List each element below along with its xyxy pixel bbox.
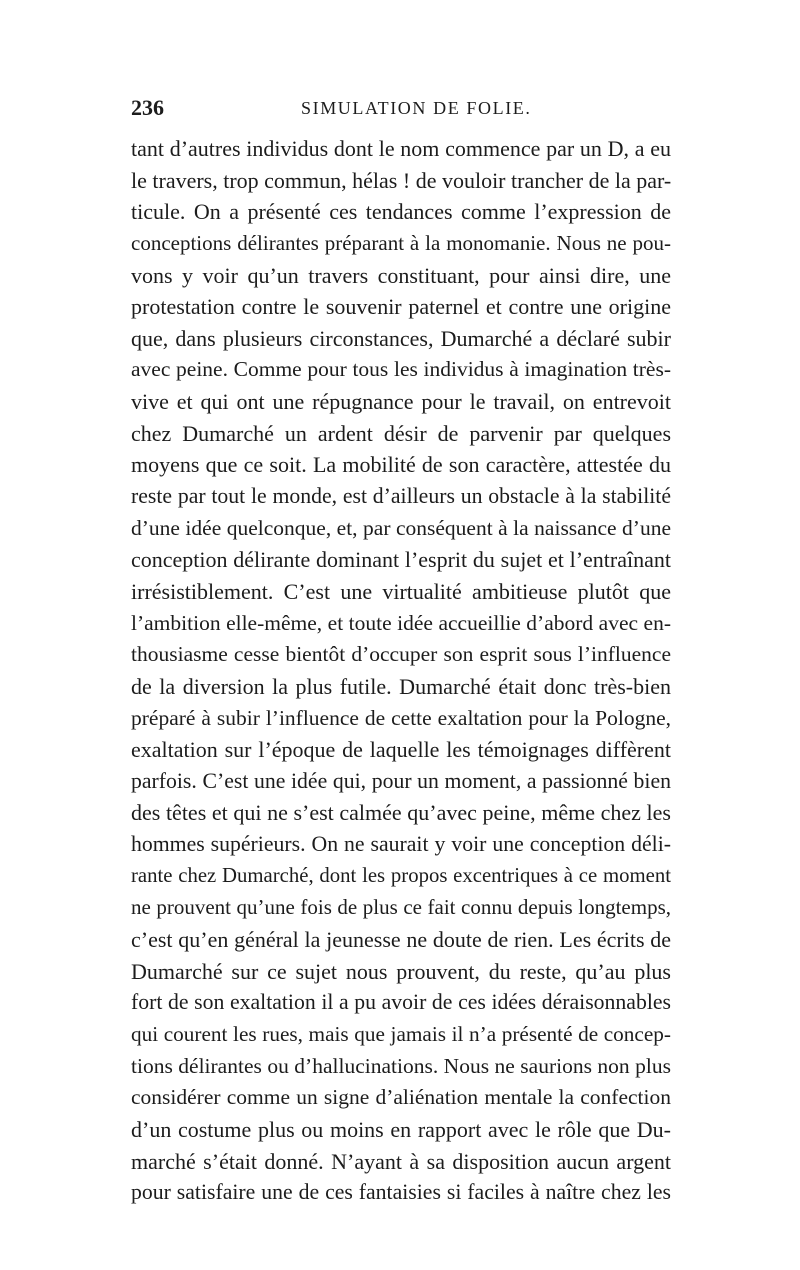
page-number: 236 xyxy=(131,95,164,120)
text-line: tions délirantes ou d’hallucinations. Nous ne saurions non plus xyxy=(131,1053,671,1078)
text-line: marché s’était donné. N’ayant à sa disposition aucun argent xyxy=(131,1148,671,1174)
text-line: hommes supérieurs. On ne saurait y voir une conception déli- xyxy=(131,832,671,857)
text-line: ticule. On a présenté ces tendances comme l’expression de xyxy=(131,199,671,225)
text-line: avec peine. Comme pour tous les individus à imagination très- xyxy=(131,357,671,382)
text-line: préparé à subir l’influence de cette exaltation pour la Pologne, xyxy=(131,705,671,730)
text-line: moyens que ce soit. La mobilité de son caractère, attestée du xyxy=(131,452,671,478)
running-head xyxy=(131,93,671,123)
text-line: parfois. C’est une idée qui, pour un moment, a passionné bien xyxy=(131,768,671,793)
text-line: exaltation sur l’époque de laquelle les témoignages diffèrent xyxy=(131,737,671,763)
text-line: fort de son exaltation il a pu avoir de ces idées déraisonnables xyxy=(131,990,671,1015)
text-line: vons y voir qu’un travers constituant, pour ainsi dire, une xyxy=(131,262,671,288)
text-line: Dumarché sur ce sujet nous prouvent, du reste, qu’au plus xyxy=(131,958,671,984)
text-line: qui courent les rues, mais que jamais il n’a présenté de concep- xyxy=(131,1021,671,1046)
text-line: reste par tout le monde, est d’ailleurs un obstacle à la stabilité xyxy=(131,484,671,509)
text-line: thousiasme cesse bientôt d’occuper son esprit sous l’influence xyxy=(131,642,671,667)
text-line: ne prouvent qu’une fois de plus ce fait connu depuis longtemps, xyxy=(131,895,671,920)
text-line: chez Dumarché un ardent désir de parvenir par quelques xyxy=(131,420,671,446)
text-line: d’un costume plus ou moins en rapport avec le rôle que Du- xyxy=(131,1116,671,1142)
text-line: conception délirante dominant l’esprit du sujet et l’entraînant xyxy=(131,547,671,573)
text-line: c’est qu’en général la jeunesse ne doute de rien. Les écrits de xyxy=(131,927,671,953)
text-line: d’une idée quelconque, et, par conséquent à la naissance d’une xyxy=(131,515,671,540)
text-line: vive et qui ont une répugnance pour le travail, on entrevoit xyxy=(131,389,671,415)
text-line: le travers, trop commun, hélas ! de vouloir trancher de la par- xyxy=(131,167,672,193)
text-line: l’ambition elle-même, et toute idée accueillie d’abord avec en- xyxy=(131,610,671,635)
text-line: tant d’autres individus dont le nom commence par un D, a eu xyxy=(131,136,671,161)
text-line: protestation contre le souvenir paternel et contre une origine xyxy=(131,294,671,320)
text-line: de la diversion la plus futile. Dumarché était donc très-bien xyxy=(131,673,671,699)
text-line: des têtes et qui ne s’est calmée qu’avec peine, même chez les xyxy=(131,800,671,826)
text-line: irrésistiblement. C’est une virtualité ambitieuse plutôt que xyxy=(131,578,671,604)
text-line: que, dans plusieurs circonstances, Dumarché a déclaré subir xyxy=(131,325,671,351)
body-text xyxy=(131,133,671,1209)
text-line: rante chez Dumarché, dont les propos excentriques à ce moment xyxy=(131,864,671,887)
text-line: pour satisfaire une de ces fantaisies si faciles à naître chez les xyxy=(131,1180,671,1205)
running-title: SIMULATION DE FOLIE. xyxy=(301,98,532,118)
text-line: conceptions délirantes préparant à la monomanie. Nous ne pou- xyxy=(131,230,671,255)
text-line: considérer comme un signe d’aliénation mentale la confection xyxy=(131,1085,671,1110)
